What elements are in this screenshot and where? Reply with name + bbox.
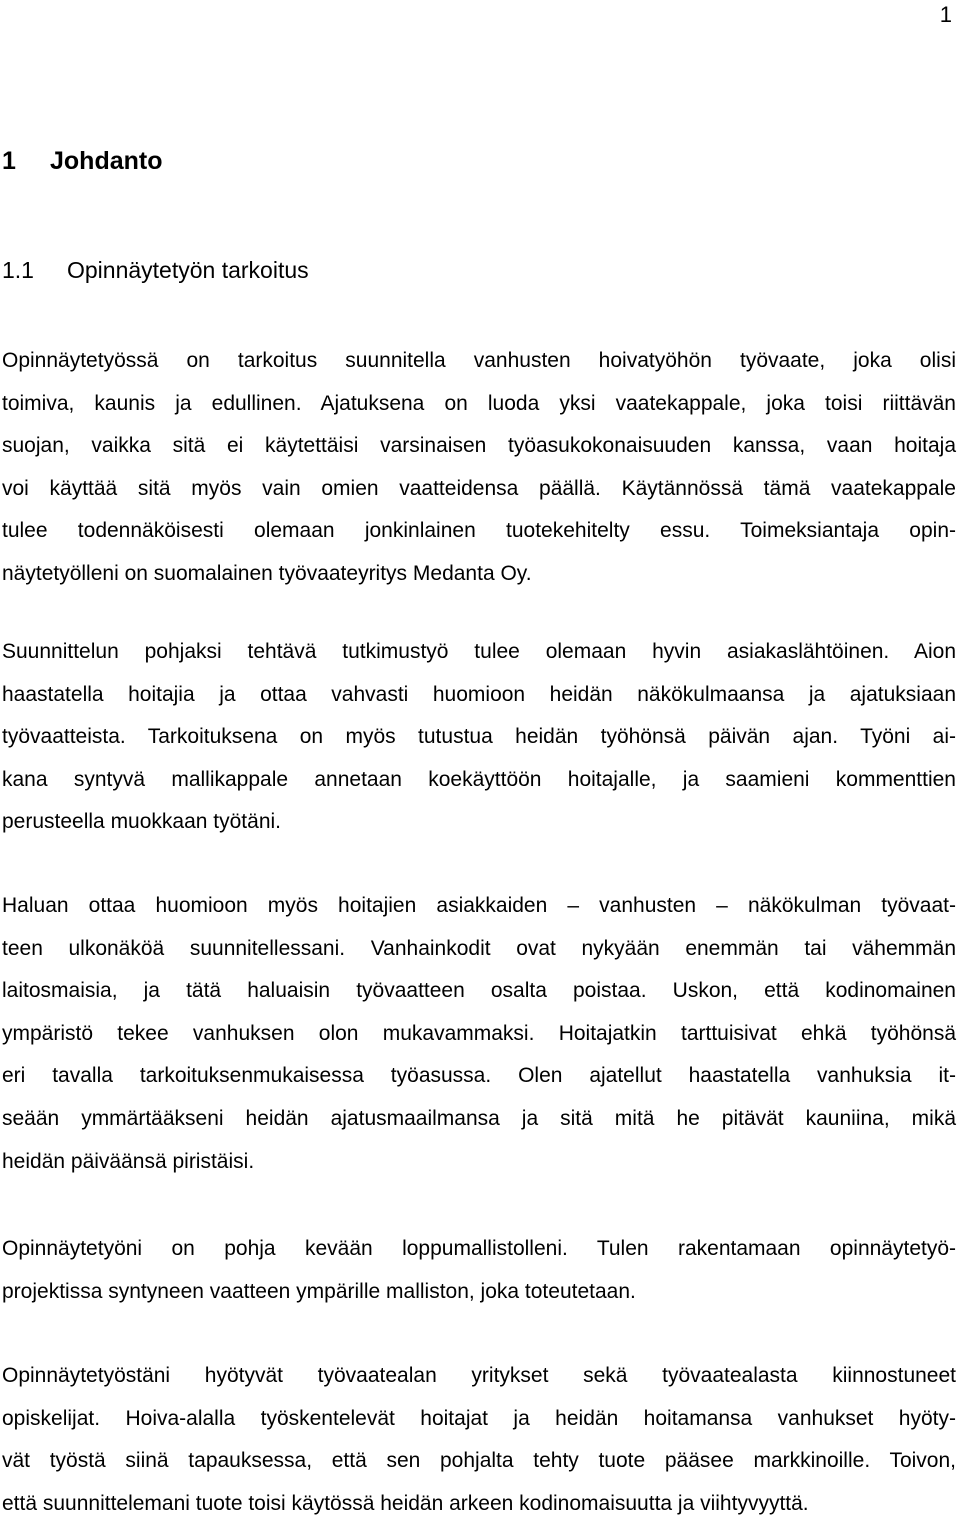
paragraph-line: Opinnäytetyöni on pohja kevään loppumallistolleni. Tulen rakentamaan opinnäytetyö- [2, 1237, 956, 1260]
paragraph-line: seään ymmärtääkseni heidän ajatusmaailmansa ja sitä mitä he pitävät kauniina, mikä [2, 1106, 956, 1130]
paragraph-line: Suunnittelun pohjaksi tehtävä tutkimustyö tulee olemaan hyvin asiakaslähtöinen. Aion [2, 640, 956, 663]
chapter-title: Johdanto [50, 147, 163, 175]
paragraph-line: teen ulkonäköä suunnitellessani. Vanhainkodit ovat nykyään enemmän tai vähemmän [2, 936, 956, 960]
paragraph-line: heidän päiväänsä piristäisi. [2, 1149, 255, 1173]
paragraph-4 [2, 1228, 956, 1313]
paragraph-line: vät työstä siinä tapauksessa, että sen pohjalta tehty tuote pääsee markkinoille. Toivon, [2, 1449, 956, 1473]
paragraph-line: Opinnäytetyöstäni hyötyvät työvaatealan yritykset sekä työvaatealasta kiinnostuneet [2, 1364, 956, 1387]
paragraph-line: projektissa syntyneen vaatteen ympärille malliston, joka toteutetaan. [2, 1279, 636, 1303]
page-number: 1 [939, 2, 952, 27]
paragraph-line: työvaatteista. Tarkoituksena on myös tutustua heidän työhönsä päivän ajan. Työni ai- [2, 725, 956, 749]
paragraph-5 [2, 1355, 956, 1525]
paragraph-line: eri tavalla tarkoituksenmukaisessa työasussa. Olen ajatellut haastatella vanhuksia it- [2, 1064, 956, 1088]
paragraph-line: tulee todennäköisesti olemaan jonkinlainen tuotekehitelty essu. Toimeksiantaja opin- [2, 519, 956, 543]
paragraph-line: Haluan ottaa huomioon myös hoitajien asiakkaiden – vanhusten – näkökulman työvaat- [2, 894, 956, 917]
section-heading [2, 255, 309, 285]
paragraph-line: haastatella hoitajia ja ottaa vahvasti huomioon heidän näkökulmaansa ja ajatuksiaan [2, 682, 956, 706]
paragraph-line: että suunnittelemani tuote toisi käytössä heidän arkeen kodinomaisuutta ja viihtyvyyttä. [2, 1491, 809, 1515]
paragraph-line: ympäristö tekee vanhuksen olon mukavammaksi. Hoitajatkin tarttuisivat ehkä työhönsä [2, 1021, 956, 1045]
chapter-number: 1 [2, 147, 16, 175]
paragraph-line: voi käyttää sitä myös vain omien vaatteidensa päällä. Käytännössä tämä vaatekappale [2, 476, 956, 500]
paragraph-line: näytetyölleni on suomalainen työvaateyritys Medanta Oy. [2, 561, 532, 585]
paragraph-line: perusteella muokkaan työtäni. [2, 810, 281, 834]
section-title: Opinnäytetyön tarkoitus [67, 257, 309, 283]
paragraph-line: Opinnäytetyössä on tarkoitus suunnitella vanhusten hoivatyöhön työvaate, joka olisi [2, 349, 956, 372]
paragraph-line: kana syntyvä mallikappale annetaan koekäyttöön hoitajalle, ja saamieni kommenttien [2, 767, 956, 791]
paragraph-line: laitosmaisia, ja tätä haluaisin työvaatteen osalta poistaa. Uskon, että kodinomainen [2, 979, 956, 1003]
chapter-heading [2, 145, 163, 177]
paragraph-1 [2, 340, 956, 596]
paragraph-3 [2, 885, 956, 1183]
paragraph-line: toimiva, kaunis ja edullinen. Ajatuksena on luoda yksi vaatekappale, joka toisi riittävän [2, 391, 956, 415]
paragraph-line: opiskelijat. Hoiva-alalla työskentelevät hoitajat ja heidän hoitamansa vanhukset hyöty- [2, 1406, 956, 1430]
paragraph-line: suojan, vaikka sitä ei käytettäisi varsinaisen työasukokonaisuuden kanssa, vaan hoitaja [2, 434, 956, 458]
section-number: 1.1 [2, 257, 34, 283]
paragraph-2 [2, 631, 956, 844]
